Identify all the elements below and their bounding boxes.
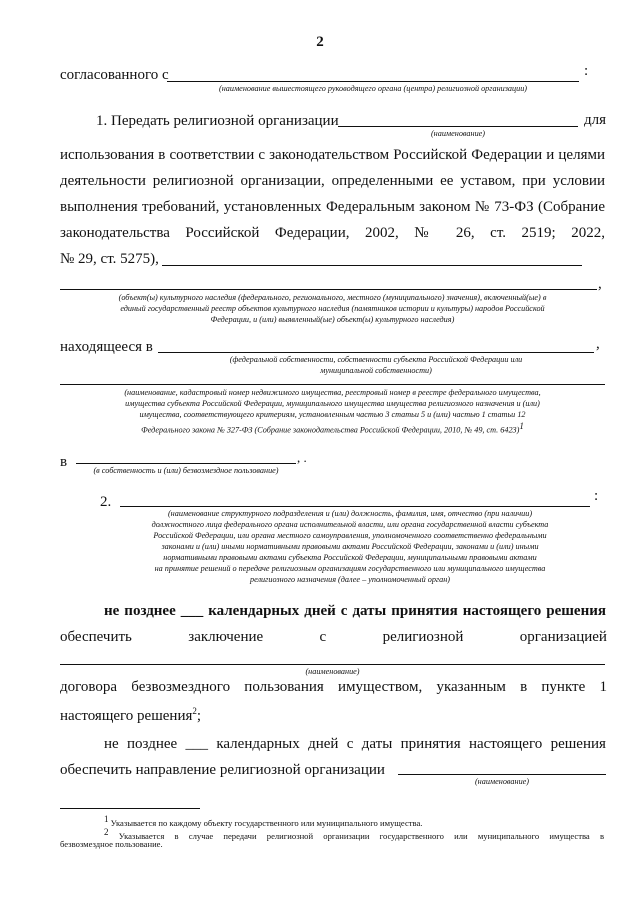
religious-org-name-caption-2: (наименование) [474, 777, 530, 786]
agreed-with-caption: (наименование вышестоящего руководящего органа (центра) религиозной организации) [218, 84, 528, 93]
para1-prefix: 1. Передать религиозной организации [96, 113, 339, 129]
objects-caption-line: (объект(ы) культурного наследия (федерального, регионального, местного (муниципального) значения), включенный(ые) в [118, 293, 547, 302]
para1-suffix: для [584, 112, 607, 128]
authority-caption-line: (наименование структурного подразделения и (или) должность, фамилия, имя, отчество (при наличии) [167, 509, 533, 518]
deadline1-line2: обеспечить заключение с религиозной организацией [60, 629, 607, 645]
transfer-type-field[interactable] [76, 463, 296, 464]
objects-field[interactable] [60, 289, 597, 290]
property-caption-line: имущества, соответствующего критериям, установленным частью 3 статьи 5 и (или) частью 1 статьи 12 [139, 410, 526, 419]
property-caption-line: Федерального закона № 327-ФЗ (Собрание законодательства Российской Федерации, 2010, № 49, ст. 6423)$^1$ [141, 421, 524, 435]
punctuation-marks: , . [297, 450, 307, 465]
para1-line: использования в соответствии с законодательством Российской Федерации и целями [60, 147, 605, 163]
deadline2-line2: обеспечить направление религиозной организации [60, 762, 385, 778]
ownership-label: в [60, 454, 68, 470]
ownership-type-caption: (федеральной собственности, собственности субъекта Российской Федерации или [229, 355, 523, 364]
religious-org-name-field[interactable] [60, 664, 605, 665]
colon-mark: : [584, 63, 589, 79]
comma-mark: , [596, 336, 600, 352]
comma-mark: , [598, 276, 602, 292]
authority-caption-line: на принятие решений о передаче религиозным организациям государственного или муниципального имущества [154, 564, 546, 573]
religious-org-name-caption: (наименование) [305, 667, 360, 676]
objects-caption-line: Федерации, и (или) выявленный(ые) объект(ы) культурного наследия) [210, 315, 455, 324]
deadline2-line1: не позднее ___ календарных дней с даты принятия настоящего решения [104, 736, 606, 752]
agreed-with-label: согласованного с [60, 67, 169, 83]
authority-caption-line: должностного лица федерального органа исполнительной власти, или органа государственной власти субъекта [151, 520, 549, 529]
para1-line: законодательства Российской Федерации, 2002, № 26, ст. 2519; 2022, [60, 225, 605, 241]
footnote-1: $^1$ Указывается по каждому объекту государственного или муниципального имущества. [104, 814, 423, 828]
deadline1-line3: договора безвозмездного пользования имуществом, указанным в пункте 1 [60, 679, 607, 695]
property-caption-line: (наименование, кадастровый номер недвижимого имущества, реестровый номер в реестре федерального имущества, [124, 388, 541, 397]
deadline1-line1: не позднее ___ календарных дней с даты принятия настоящего решения [104, 603, 606, 619]
objects-caption-line: единый государственный реестр объектов культурного наследия (памятников истории и культуры) народов Российской [120, 304, 545, 313]
religious-org-name-field-2[interactable] [398, 774, 606, 775]
colon-mark: : [594, 488, 599, 504]
religious-org-field[interactable] [338, 126, 578, 127]
agreed-with-field[interactable] [167, 81, 579, 82]
property-field[interactable] [60, 384, 605, 385]
page-number: 2 [316, 34, 324, 50]
para2-number: 2. [100, 494, 112, 510]
footnote-2-continued: безвозмездное пользование. [60, 839, 163, 849]
authority-caption-line: законами и (или) иными нормативными правовыми актами Российской Федерации, законами и (или) иными [161, 542, 539, 551]
footnote-2: $^2$ Указывается в случае передачи религиозной организации государственного или муниципального имущества в [104, 827, 604, 841]
para1-last-line: № 29, ст. 5275), [60, 251, 159, 267]
para1-line: деятельности религиозной организации, определенными ее уставом, при условии [60, 173, 605, 189]
deadline1-line4: настоящего решения$^2$; [60, 706, 202, 724]
ownership-type-caption: муниципальной собственности) [320, 366, 432, 375]
transfer-type-caption: (в собственность и (или) безвозмездное пользование) [93, 466, 279, 475]
location-label: находящееся в [60, 339, 153, 355]
footnote-separator [60, 808, 200, 809]
ownership-type-field[interactable] [158, 352, 594, 353]
authority-caption-line: нормативными правовыми актами субъекта Российской Федерации, муниципальными правовыми актами [163, 553, 537, 562]
authority-caption-line: религиозного назначения (далее – уполномоченный орган) [249, 575, 451, 584]
law-continuation-field[interactable] [162, 265, 582, 266]
para1-line: выполнения требований, установленных Федеральным законом № 73-ФЗ (Собрание [60, 199, 605, 215]
authority-caption-line: Российской Федерации, или органа местного самоуправления, уполномоченного соответственно федеральными [153, 531, 547, 540]
property-caption-line: имущества субъекта Российской Федерации, муниципального имущества имущества религиозного назначения и (или) [125, 399, 540, 408]
authority-field[interactable] [120, 506, 590, 507]
religious-org-caption: (наименование) [430, 129, 486, 138]
